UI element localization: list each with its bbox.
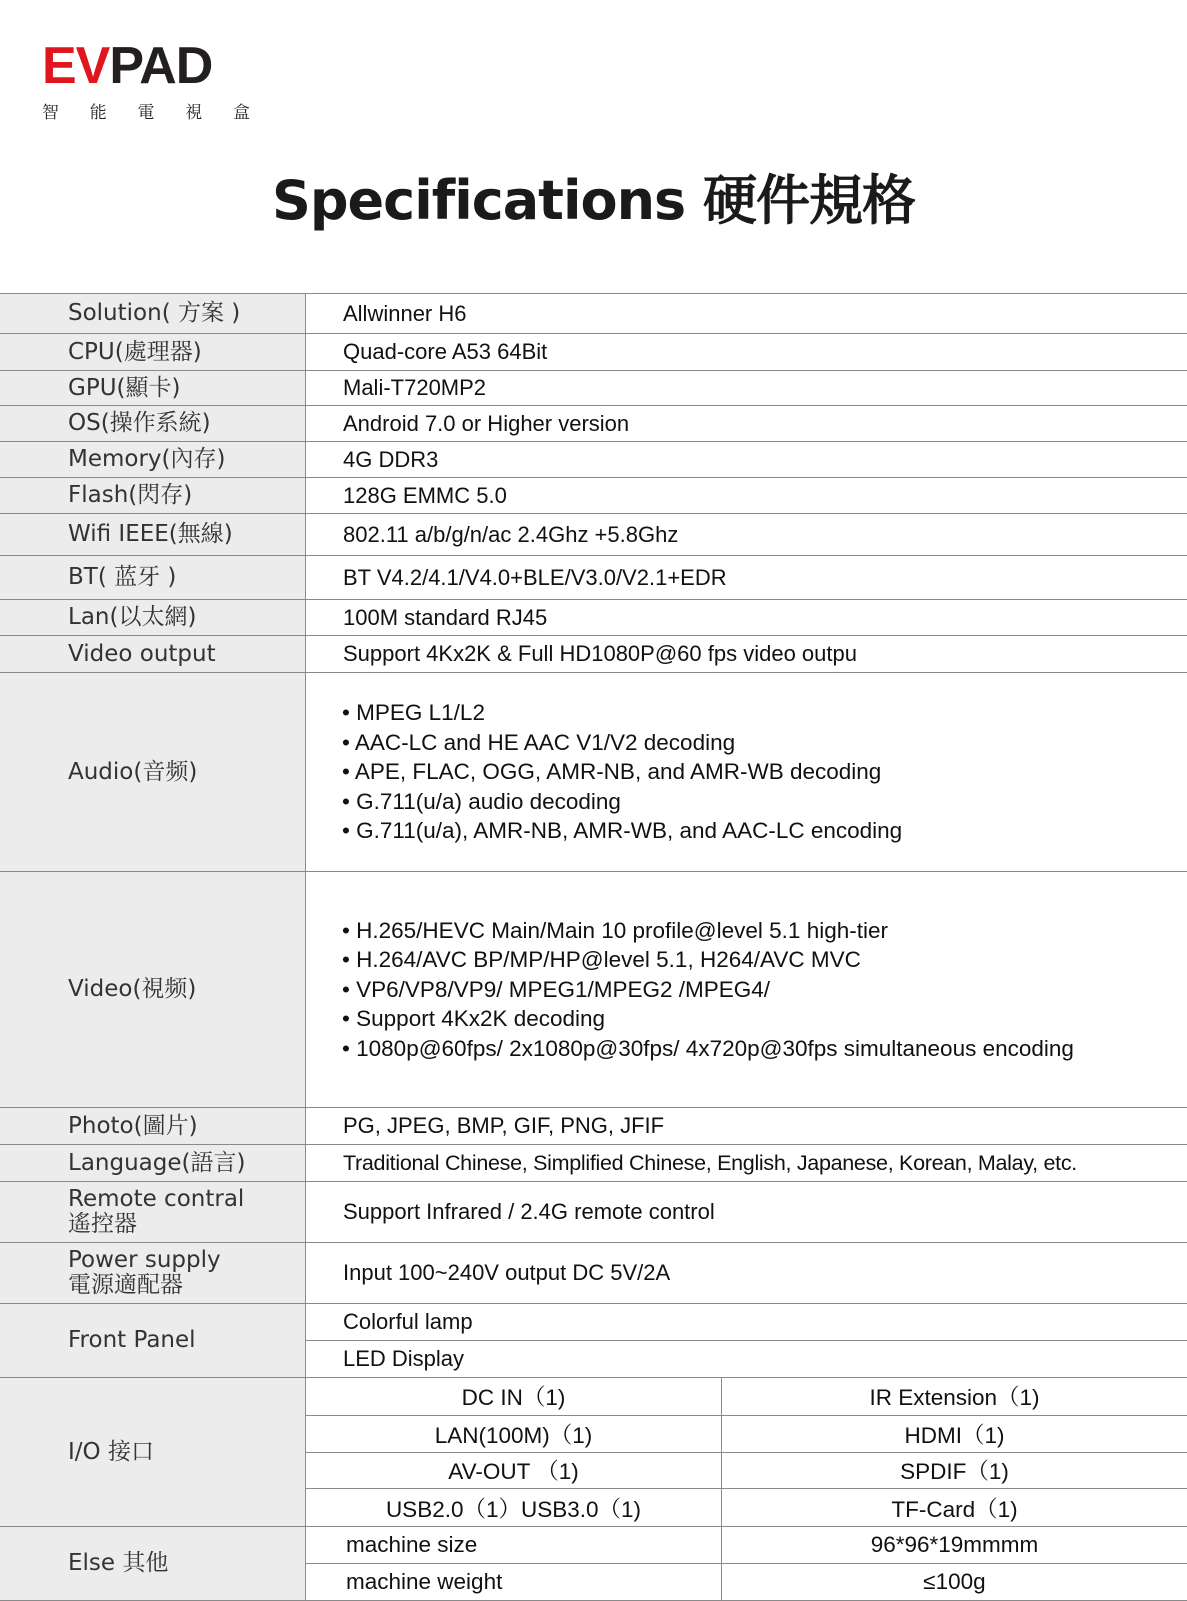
spec-label: Memory(內存) [0,442,306,477]
spec-label: Flash(閃存) [0,478,306,513]
spec-row [0,1144,1187,1181]
spec-label: Language(語言) [0,1145,306,1181]
spec-value: Allwinner H6 [343,300,467,326]
io-port: IR Extension（1) [869,1385,1040,1411]
spec-value: 4G DDR3 [343,446,439,472]
list-item: • G.711(u/a) audio decoding [342,787,1187,817]
spec-row [0,293,1187,333]
spec-label: Video output [0,636,306,672]
logo-subtitle [42,98,250,123]
list-item: • AAC-LC and HE AAC V1/V2 decoding [342,728,1187,758]
video-list [306,872,1187,1107]
page-title: Specifications 硬件規格 [272,169,915,232]
spec-row [0,405,1187,441]
else-value: ≤100g [923,1569,986,1594]
spec-value: Traditional Chinese, Simplified Chinese, English, Japanese, Korean, Malay, etc. [343,1150,1077,1175]
else-row [306,1527,1187,1563]
spec-value: BT V4.2/4.1/V4.0+BLE/V3.0/V2.1+EDR [343,564,727,590]
list-item: • MPEG L1/L2 [342,698,1187,728]
spec-row [0,370,1187,405]
spec-label: Lan(以太網) [0,600,306,635]
else-grid [306,1527,1187,1600]
spec-row [0,441,1187,477]
spec-label-line: Remote contral [68,1186,245,1213]
io-port: USB2.0（1）USB3.0（1) [306,1489,722,1526]
spec-row [0,333,1187,370]
spec-label-line: 遙控器 [68,1211,137,1237]
io-row [306,1415,1187,1452]
spec-value: PG, JPEG, BMP, GIF, PNG, JFIF [343,1113,665,1138]
spec-row-front-panel [0,1303,1187,1377]
spec-value: Quad-core A53 64Bit [343,339,548,364]
spec-label: Video(視频) [0,872,306,1107]
spec-label: GPU(顯卡) [0,371,306,405]
list-item: • VP6/VP8/VP9/ MPEG1/MPEG2 /MPEG4/ [342,975,1187,1005]
io-port: HDMI（1) [904,1422,1005,1448]
spec-label: Wifi IEEE(無線) [0,514,306,555]
spec-label: OS(操作系統) [0,406,306,441]
spec-value: Support Infrared / 2.4G remote control [343,1199,715,1224]
io-grid [306,1378,1187,1526]
list-item: • APE, FLAC, OGG, AMR-NB, and AMR-WB decoding [342,757,1187,787]
logo-subtitle-char: 盒 [233,103,250,123]
spec-value: Support 4Kx2K & Full HD1080P@60 fps video outpu [343,641,857,666]
evpad-logo [42,37,262,123]
spec-label: Else 其他 [0,1527,306,1600]
logo-subtitle-char: 智 [42,103,59,123]
audio-list [306,673,1187,871]
spec-value: Input 100~240V output DC 5V/2A [343,1260,671,1285]
logo-pad: PAD [109,37,213,95]
else-value: 96*96*19mmmm [870,1532,1039,1557]
logo-subtitle-char: 電 [137,103,155,123]
spec-value: 802.11 a/b/g/n/ac 2.4Ghz +5.8Ghz [343,521,679,547]
spec-value: 100M standard RJ45 [343,604,548,630]
logo-ev: EV [42,37,110,95]
spec-row-io [0,1377,1187,1526]
spec-row [0,599,1187,635]
spec-label: Audio(音频) [0,673,306,871]
else-key: machine size [306,1527,722,1563]
list-item: • 1080p@60fps/ 2x1080p@30fps/ 4x720p@30fps simultaneous encoding [342,1034,1187,1064]
front-panel-item: LED Display [306,1340,1187,1378]
front-panel-item: Colorful lamp [343,1308,473,1334]
io-row [306,1378,1187,1415]
spec-value: Android 7.0 or Higher version [343,410,630,436]
logo-subtitle-char: 能 [89,103,107,123]
io-port: LAN(100M)（1) [306,1416,722,1452]
spec-row [0,513,1187,555]
io-port: SPDIF（1) [900,1459,1009,1485]
spec-row [0,635,1187,672]
logo-subtitle-char: 視 [185,103,203,123]
spec-row [0,1181,1187,1242]
spec-label: Solution( 方案 ) [0,294,306,333]
list-item: • H.264/AVC BP/MP/HP@level 5.1, H264/AVC MVC [342,945,1187,975]
spec-label: BT( 蓝牙 ) [0,556,306,599]
spec-label: Photo(圖片) [0,1108,306,1144]
front-panel-values [306,1304,1187,1377]
spec-value: Mali-T720MP2 [343,375,487,400]
spec-label [0,1182,306,1242]
spec-row [0,555,1187,599]
spec-row-video [0,871,1187,1107]
spec-label-line: 電源適配器 [68,1272,183,1298]
list-item: • Support 4Kx2K decoding [342,1004,1187,1034]
io-port: TF-Card（1) [891,1496,1018,1522]
io-port: DC IN（1) [306,1378,722,1415]
spec-value: 128G EMMC 5.0 [343,482,507,508]
list-item: • G.711(u/a), AMR-NB, AMR-WB, and AAC-LC encoding [342,816,1187,846]
spec-row-else [0,1526,1187,1601]
spec-label: Front Panel [0,1304,306,1377]
spec-label: I/O 接口 [0,1378,306,1526]
else-key: machine weight [306,1564,722,1600]
spec-label [0,1243,306,1303]
spec-row [0,477,1187,513]
else-row [306,1563,1187,1600]
io-row [306,1452,1187,1489]
logo-wordmark [42,37,262,95]
spec-table [0,293,1187,1601]
spec-row-audio [0,672,1187,871]
list-item: • H.265/HEVC Main/Main 10 profile@level 5.1 high-tier [342,916,1187,946]
spec-label-line: Power supply [68,1247,221,1274]
spec-row [0,1242,1187,1303]
io-row [306,1488,1187,1526]
spec-label: CPU(處理器) [0,334,306,370]
io-port: AV-OUT （1) [306,1453,722,1489]
spec-row [0,1107,1187,1144]
